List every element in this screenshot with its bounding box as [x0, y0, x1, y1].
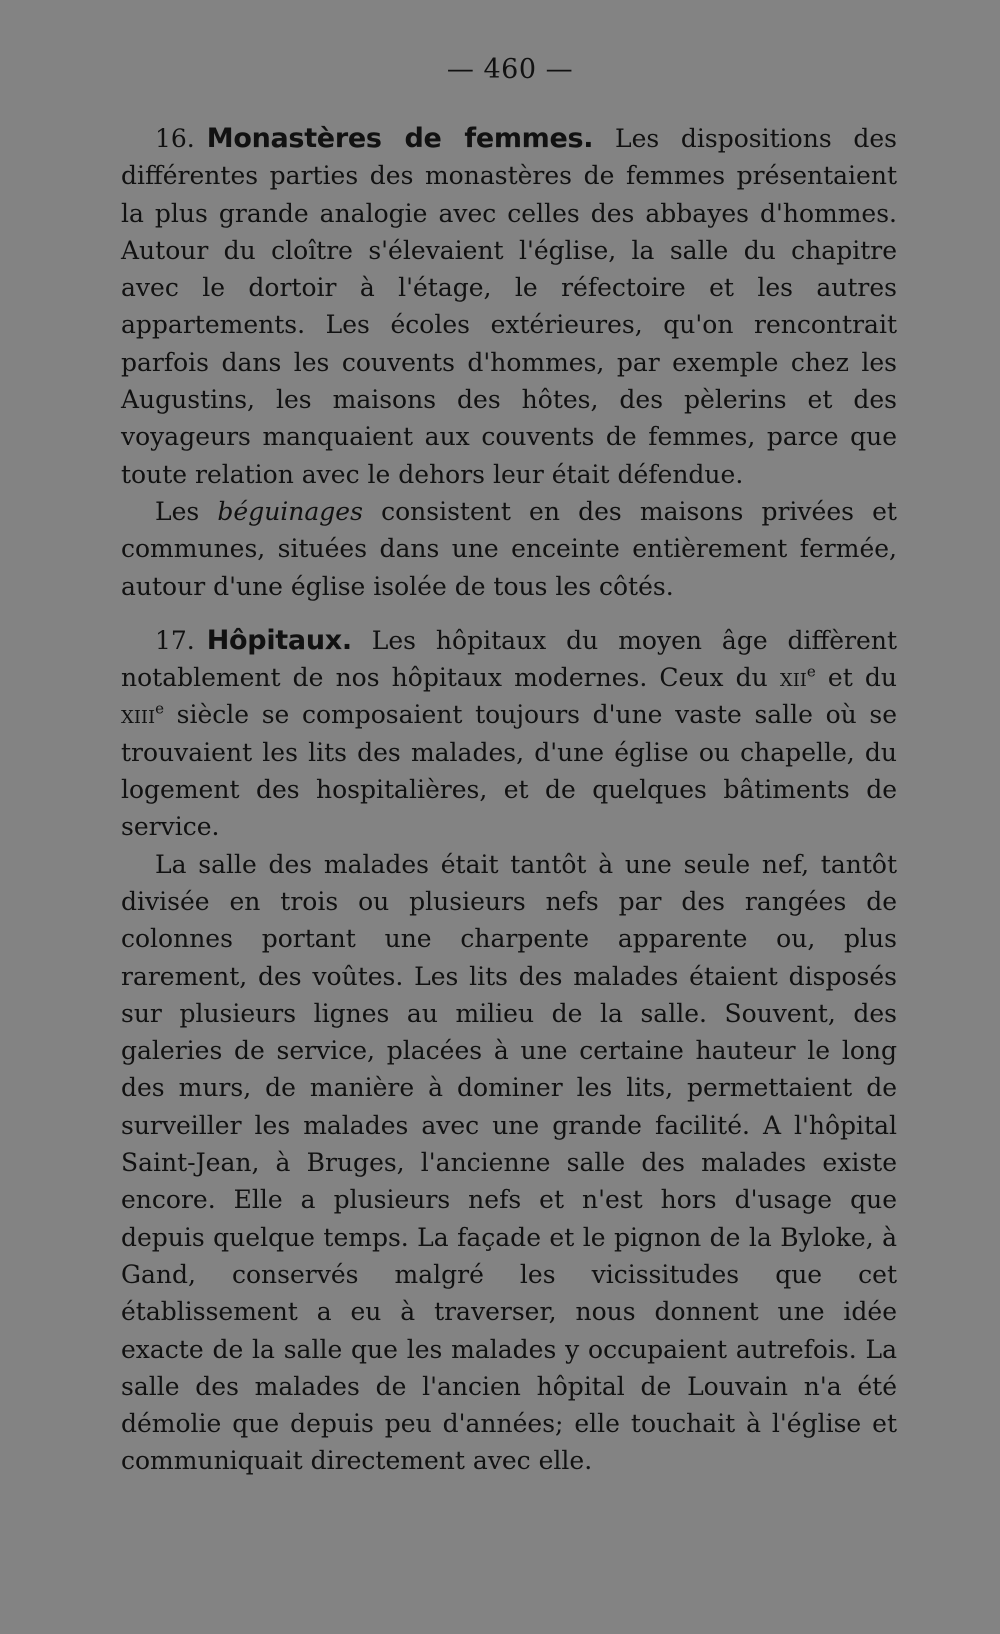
century-xii: xii [779, 663, 807, 693]
century-xiii: xiii [121, 700, 156, 730]
section-16-paragraph-1 [121, 120, 897, 493]
section-17-heading: Hôpitaux. [206, 624, 352, 656]
section-17-paragraph-1-rest: siècle se composaient toujours d'une vaste salle où se trouvaient les lits des malades, d'une église ou chapelle, du logement des hospitalières, et de quelques bâtiments de service. [121, 700, 897, 842]
page-number: — 460 — [446, 54, 574, 85]
section-17-paragraph-1-lead: Les hôpitaux du moyen âge diffèrent notablement de nos hôpitaux modernes. Ceux du [121, 625, 897, 693]
section-17-paragraph-1-mid: et du [815, 663, 897, 693]
beguinages-term: béguinages [217, 496, 363, 526]
section-17-paragraph-1 [121, 622, 897, 846]
section-16-number: 16. [155, 124, 195, 153]
section-16-paragraph-2-lead: Les [155, 496, 218, 526]
body-text [121, 120, 897, 1480]
section-16-heading: Monastères de femmes. [206, 123, 594, 154]
section-17-paragraph-2-text: La salle des malades était tantôt à une seule nef, tantôt divisée en trois ou plusieurs nefs par des rangées de colonnes portant une charpente apparente ou, plus rarement, des voûtes. Les lits des malades étaient disposés sur plusieurs lignes au milieu de la salle. Souvent, des galeries de service, placées à une certaine hauteur le long des murs, de manière à dominer les lits, permettaient de surveiller les malades avec une grande facilité. A l'hôpital Saint-Jean, à Bruges, l'ancienne salle des malades existe encore. Elle a plusieurs nefs et n'est hors d'usage que depuis quelque temps. La façade et le pignon de la Byloke, à Gand, conservés malgré les vicissitudes que cet établissement a eu à traverser, nous donnent une idée exacte de la salle que les malades y occupaient autrefois. La salle des malades de l'ancien hôpital de Louvain n'a été démolie que depuis peu d'années; elle touchait à l'église et communiquait directement avec elle. [121, 849, 897, 1476]
section-16-paragraph-1-text: Les dispositions des différentes parties des monastères de femmes présentaient la plus grande analogie avec celles des abbayes d'hommes. Autour du cloître s'élevaient l'église, la salle du chapitre avec le dortoir à l'étage, le réfectoire et les autres appartements. Les écoles extérieures, qu'on rencontrait parfois dans les couvents d'hommes, par exemple chez les Augustins, les maisons des hôtes, des pèlerins et des voyageurs manquaient aux couvents de femmes, parce que toute relation avec le dehors leur était défendue. [121, 124, 898, 489]
century-xii-superscript: e [806, 662, 816, 681]
section-16-paragraph-2-rest: consistent en des maisons privées et communes, situées dans une enceinte entièrement fermée, autour d'une église isolée de tous les côtés. [121, 496, 897, 601]
section-17-number: 17. [155, 625, 195, 655]
century-xiii-superscript: e [155, 700, 165, 719]
section-17-paragraph-2 [121, 846, 897, 1480]
section-16-paragraph-2 [121, 493, 897, 605]
